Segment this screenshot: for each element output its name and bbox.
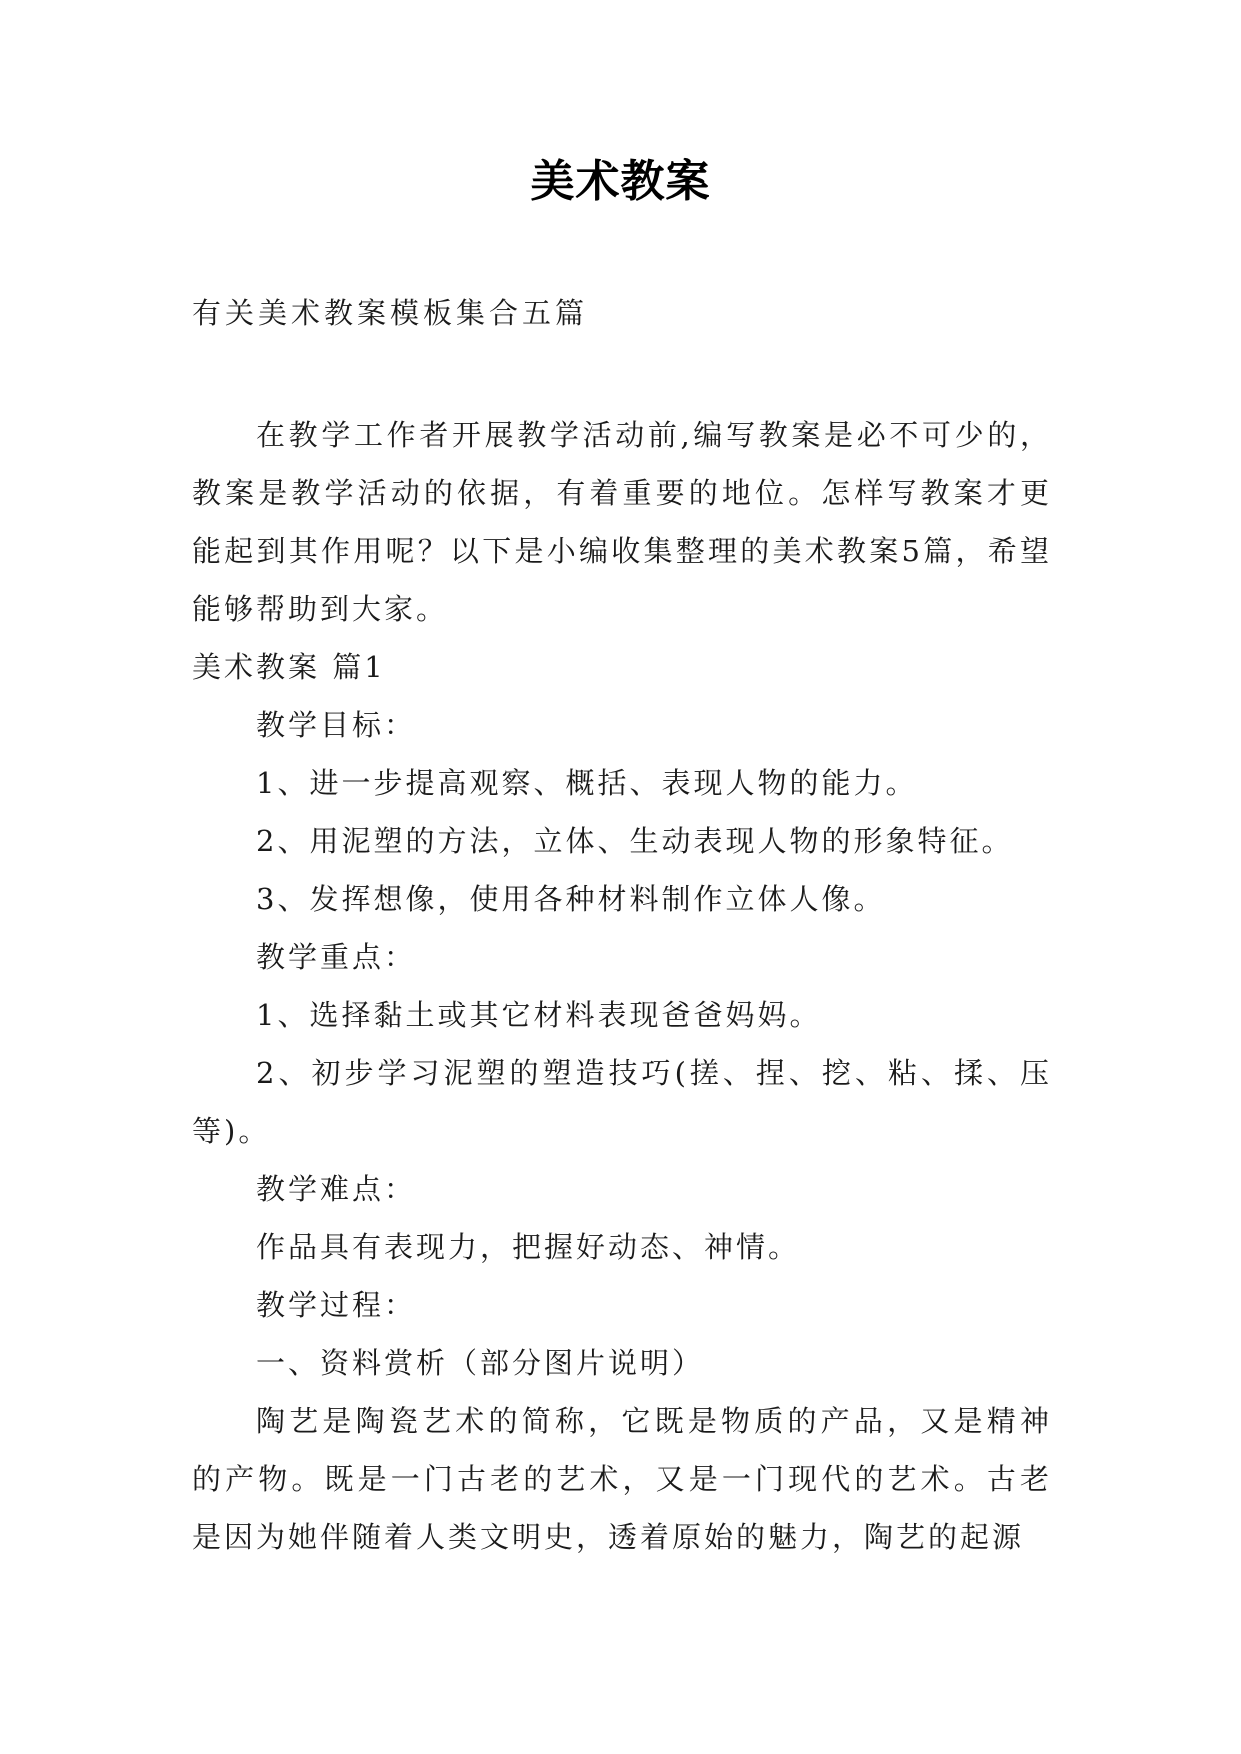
goal-item: 2、用泥塑的方法，立体、生动表现人物的形象特征。 <box>256 824 1014 858</box>
goal-item: 3、发挥想像，使用各种材料制作立体人像。 <box>256 882 886 916</box>
body-paragraph: 陶艺是陶瓷艺术的简称，它既是物质的产品，又是精神的产物。既是一门古老的艺术，又是一门现代的艺术。古老是因为她伴随着人类文明史，透着原始的魅力，陶艺的起源 <box>192 1404 1052 1554</box>
document-subtitle: 有关美术教案模板集合五篇 <box>192 296 589 330</box>
teaching-goals-label: 教学目标： <box>256 708 417 742</box>
process-step-heading: 一、资料赏析（部分图片说明） <box>256 1346 705 1380</box>
goal-item: 1、进一步提高观察、概括、表现人物的能力。 <box>256 766 918 800</box>
document-body <box>192 406 1052 1566</box>
focus-item: 1、选择黏土或其它材料表现爸爸妈妈。 <box>256 998 822 1032</box>
section-heading: 美术教案 篇1 <box>192 650 386 684</box>
focus-item: 2、初步学习泥塑的塑造技巧(搓、捏、挖、粘、揉、压等)。 <box>192 1056 1052 1148</box>
page-title: 美术教案 <box>530 156 711 207</box>
difficulty-item: 作品具有表现力，把握好动态、神情。 <box>256 1230 801 1264</box>
intro-paragraph: 在教学工作者开展教学活动前,编写教案是必不可少的，教案是教学活动的依据，有着重要的地位。怎样写教案才更能起到其作用呢？以下是小编收集整理的美术教案5篇，希望能够帮助到大家。 <box>192 418 1052 626</box>
teaching-difficulty-label: 教学难点： <box>256 1172 417 1206</box>
teaching-process-label: 教学过程： <box>256 1288 417 1322</box>
teaching-focus-label: 教学重点： <box>256 940 417 974</box>
